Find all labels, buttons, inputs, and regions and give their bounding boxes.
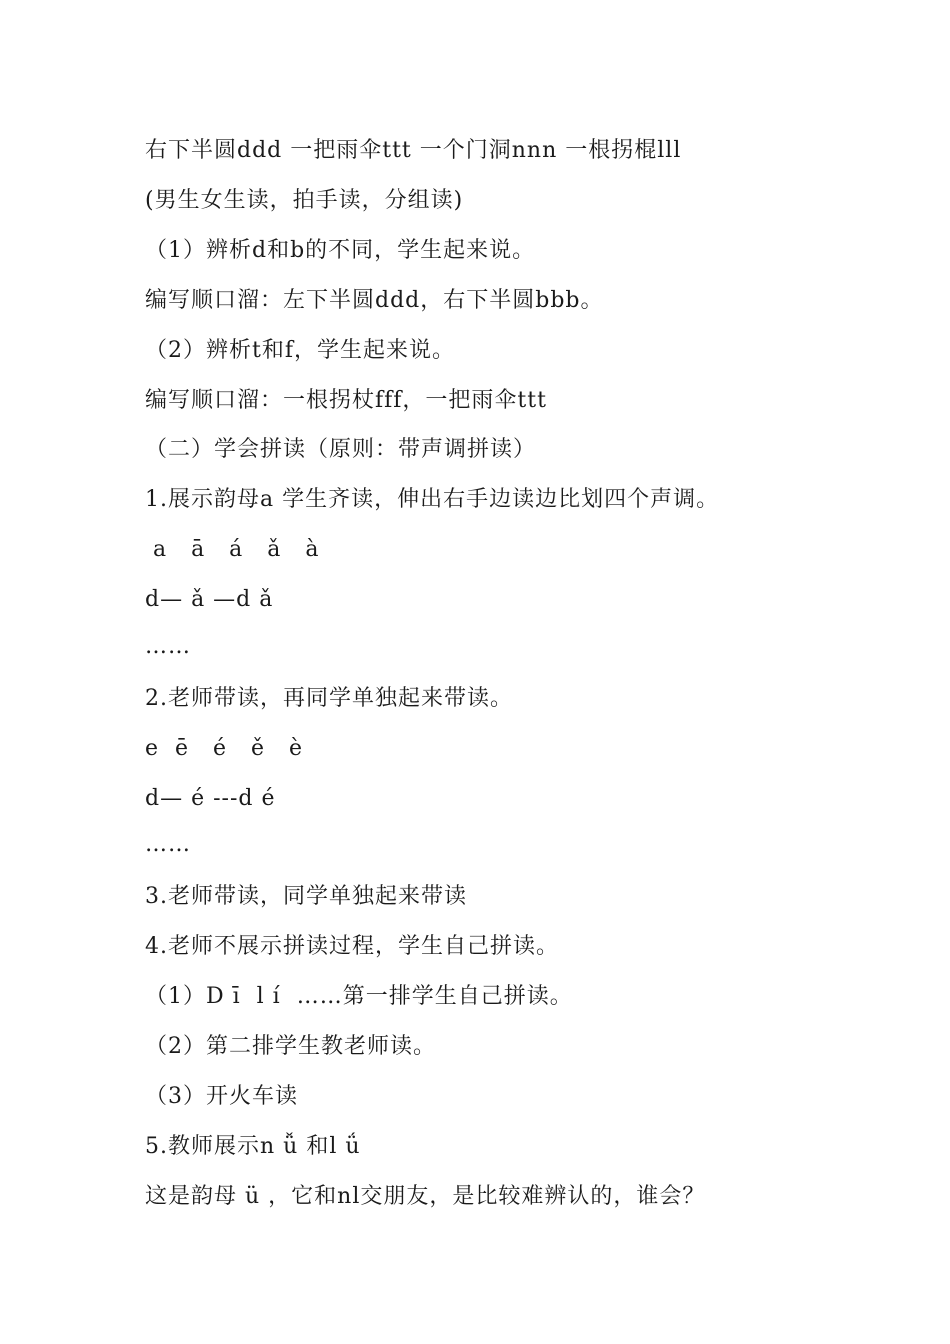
tone-row-a: a ā á ǎ à [145, 537, 320, 562]
spelling-de: d— é ---d é [145, 786, 276, 811]
text-line-20: （3）开火车读 [145, 1084, 298, 1109]
text-line-19: （2）第二排学生教老师读。 [145, 1034, 436, 1059]
ellipsis-1: …… [145, 634, 191, 659]
text-line-12: 2.老师带读，再同学单独起来带读。 [145, 686, 513, 711]
text-line-18: （1）D ī l í ……第一排学生自己拼读。 [145, 984, 573, 1009]
section-heading: （二）学会拼读（原则：带声调拼读） [145, 437, 537, 462]
ellipsis-2: …… [145, 832, 191, 857]
text-line-1: 右下半圆ddd 一把雨伞ttt 一个门洞nnn 一根拐棍lll [145, 138, 682, 163]
text-line-6: 编写顺口溜：一根拐杖fff，一把雨伞ttt [145, 388, 547, 413]
text-line-16: 3.老师带读，同学单独起来带读 [145, 884, 467, 909]
text-line-17: 4.老师不展示拼读过程，学生自己拼读。 [145, 934, 559, 959]
text-line-2: (男生女生读，拍手读，分组读) [145, 188, 464, 213]
text-line-3: （1）辨析d和b的不同，学生起来说。 [145, 238, 536, 263]
spelling-da: d— ǎ —d ǎ [145, 587, 274, 612]
text-line-8: 1.展示韵母a 学生齐读，伸出右手边读边比划四个声调。 [145, 487, 720, 512]
tone-row-e: e ē é ě è [145, 736, 304, 761]
text-line-4: 编写顺口溜：左下半圆ddd，右下半圆bbb。 [145, 288, 604, 313]
text-line-22: 这是韵母 ü ，它和nl交朋友，是比较难辨认的，谁会？ [145, 1184, 706, 1209]
text-line-5: （2）辨析t和f，学生起来说。 [145, 338, 455, 363]
text-line-21: 5.教师展示n ǚ 和l ǘ [145, 1134, 361, 1159]
